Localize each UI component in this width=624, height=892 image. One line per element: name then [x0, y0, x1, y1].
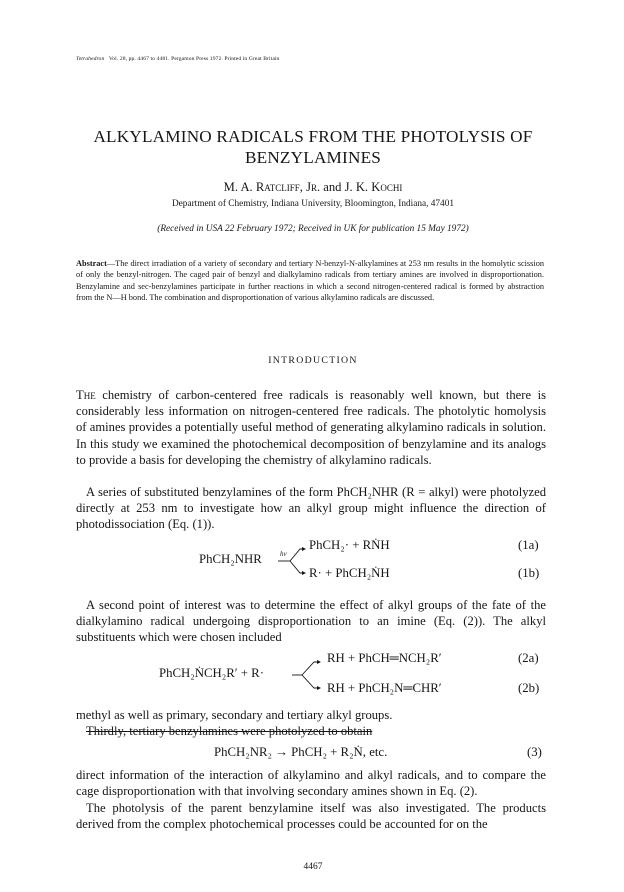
article-title — [40, 126, 586, 168]
paragraph-3-text: A second point of interest was to determine the effect of alkyl groups of the fate of the dialkylamino radical undergoing disproportionation to an imine (Eq. (2)). The alkyl substituents which were chosen included — [76, 598, 546, 645]
equation-1a-number: (1a) — [518, 538, 539, 552]
received-dates: (Received in USA 22 February 1972; Received in UK for publication 15 May 1972) — [157, 224, 469, 234]
equation-2a-products: RH + PhCH═NCH₂R′ — [327, 651, 442, 665]
paragraph-1 — [76, 387, 546, 468]
paragraph-7 — [76, 800, 546, 832]
paragraph-1-text: chemistry of carbon-centered free radicals is reasonably well known, but there is considerably less information on nitrogen-centered free radicals. The photolytic homolysis of amines provides a potentially useful method of generating alkylamino radicals in solution. In this study we examined the photochemical decomposition of benzylamine and its analogs to provide a basis for developing the chemistry of alkylamino radicals. — [76, 388, 546, 467]
paragraph-3 — [76, 597, 546, 646]
equation-1a-products: PhCH₂· + RṄH — [309, 538, 390, 552]
equation-1-reactant: PhCH₂NHR — [199, 552, 262, 566]
author-1-surname: Ratcliff, Jr. — [255, 180, 321, 194]
journal-citation-line — [76, 56, 279, 62]
section-heading-introduction: INTRODUCTION — [268, 355, 358, 366]
equation-2-branch-arrow — [290, 657, 322, 693]
paragraph-5 — [76, 723, 546, 739]
paragraph-2-text: A series of substituted benzylamines of the form PhCH₂NHR (R = alkyl) were photolyzed directly at 253 nm to investigate how an alkyl group might influence the direction of photodissociation (Eq. (1)). — [76, 485, 546, 532]
page-number: 4467 — [303, 862, 323, 872]
equation-1b-products: R· + PhCH₂ṄH — [309, 566, 390, 580]
paragraph-5-text: Thirdly, tertiary benzylamines were photolyzed to obtain — [86, 724, 373, 738]
title-line-2: BENZYLAMINES — [244, 148, 382, 167]
author-1-initials: M. A. — [223, 180, 253, 194]
paragraph-2 — [76, 484, 546, 533]
abstract-text: —The direct irradiation of a variety of secondary and tertiary N-benzyl-N-alkylamines at 253 nm results in the homolytic scission of only the benzyl-nitrogen. The caged pair of benzyl and dialkylamino radicals from tertiary amines are involved in disproportionation. Benzylamine and sec-benzylamines participate in further reactions in which a second nitrogen-centered radical is formed by abstraction from the N—H bond. The combination and disproportionation of various alkylamino radicals are discussed. — [76, 259, 544, 303]
journal-details: Vol. 28, pp. 4467 to 4481. Pergamon Press 1972. Printed in Great Britain — [108, 56, 280, 62]
equation-2-reactants: PhCH₂ṄCH₂R′ + R· — [159, 666, 264, 680]
paragraph-6 — [76, 767, 546, 799]
authors — [40, 180, 586, 195]
paragraph-6-text: direct information of the interaction of alkylamino and alkyl radicals, and to compare the cage disproportionation with that involving secondary amines shown in Eq. (2). — [76, 768, 546, 799]
abstract — [76, 258, 544, 304]
paragraph-4 — [76, 707, 546, 723]
equation-3: PhCH₂NR₂ → PhCH₂ + R₂Ṅ, etc. — [214, 745, 388, 759]
paragraph-7-text: The photolysis of the parent benzylamine itself was also investigated. The products derived from the complex photochemical processes could be accounted for on the — [76, 801, 546, 832]
equation-2b-number: (2b) — [518, 681, 540, 695]
equation-1b-number: (1b) — [518, 566, 540, 580]
author-2-surname: Kochi — [371, 180, 403, 194]
paragraph-4-text: methyl as well as primary, secondary and tertiary alkyl groups. — [76, 708, 393, 722]
paragraph-1-lead-word: The — [76, 388, 96, 402]
journal-name: Tetrahedron — [76, 56, 105, 62]
authors-and: and — [323, 180, 342, 194]
equation-2b-products: RH + PhCH₂N═CHR′ — [327, 681, 442, 695]
affiliation: Department of Chemistry, Indiana University, Bloomington, Indiana, 47401 — [171, 199, 455, 209]
author-2-initials: J. K. — [344, 180, 369, 194]
equation-1-hv-label: hν — [280, 550, 287, 558]
abstract-label: Abstract — [76, 259, 107, 268]
equation-3-number: (3) — [527, 745, 542, 759]
title-line-1: ALKYLAMINO RADICALS FROM THE PHOTOLYSIS OF — [93, 127, 533, 146]
equation-2a-number: (2a) — [518, 651, 539, 665]
